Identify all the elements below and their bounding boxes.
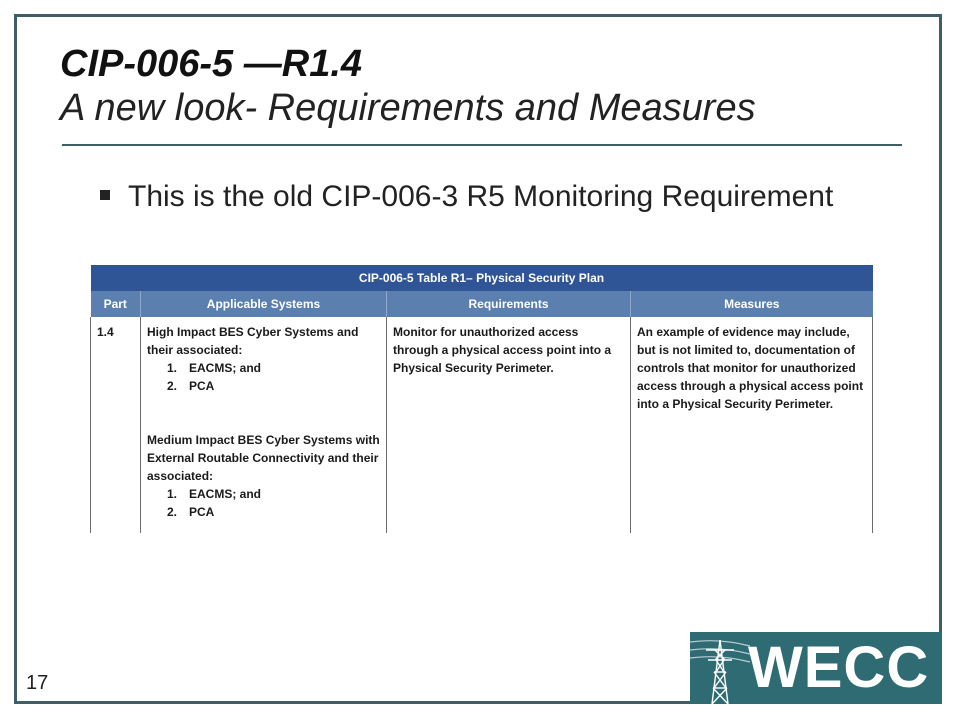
title-line-1: CIP-006-5 —R1.4 [60, 43, 363, 85]
title-line-2: A new look- Requirements and Measures [60, 87, 756, 129]
table-row [91, 317, 873, 533]
column-header-measures: Measures [631, 291, 873, 317]
list-item-text: EACMS; and [189, 361, 261, 375]
systems-group-medium-list [147, 485, 380, 521]
column-header-requirements: Requirements [387, 291, 631, 317]
bullet-text: This is the old CIP-006-3 R5 Monitoring Requirement [128, 180, 834, 213]
square-bullet-icon [100, 190, 110, 200]
logo-text: WECC [748, 635, 930, 700]
part-cell: 1.4 [91, 317, 141, 533]
requirements-cell: Monitor for unauthorized access through a physical access point into a Physical Security Perimeter. [387, 317, 631, 533]
physical-security-plan-table [90, 265, 873, 533]
list-item [147, 485, 380, 503]
list-item [147, 359, 380, 377]
wecc-logo [690, 632, 942, 704]
list-item-text: PCA [189, 379, 215, 393]
column-header-applicable-systems: Applicable Systems [141, 291, 387, 317]
systems-group-high-list [147, 359, 380, 395]
slide-title [60, 42, 920, 130]
column-header-part: Part [91, 291, 141, 317]
bullet-item [100, 178, 860, 216]
list-number: 1. [167, 487, 178, 501]
list-item [147, 377, 380, 395]
systems-group-medium-intro: Medium Impact BES Cyber Systems with External Routable Connectivity and their associated: [147, 433, 380, 483]
list-item [147, 503, 380, 521]
list-item-text: PCA [189, 505, 215, 519]
list-item-text: EACMS; and [189, 487, 261, 501]
applicable-systems-cell [141, 317, 387, 533]
systems-group-high-intro: High Impact BES Cyber Systems and their associated: [147, 325, 359, 357]
page-number: 17 [26, 672, 49, 694]
list-number: 2. [167, 379, 178, 393]
list-number: 2. [167, 505, 178, 519]
measures-cell: An example of evidence may include, but is not limited to, documentation of controls that monitor for unauthorized access through a physical access point into a Physical Security Perimeter. [631, 317, 873, 533]
list-number: 1. [167, 361, 178, 375]
table-caption: CIP-006-5 Table R1– Physical Security Plan [91, 265, 873, 291]
title-divider [62, 144, 902, 146]
